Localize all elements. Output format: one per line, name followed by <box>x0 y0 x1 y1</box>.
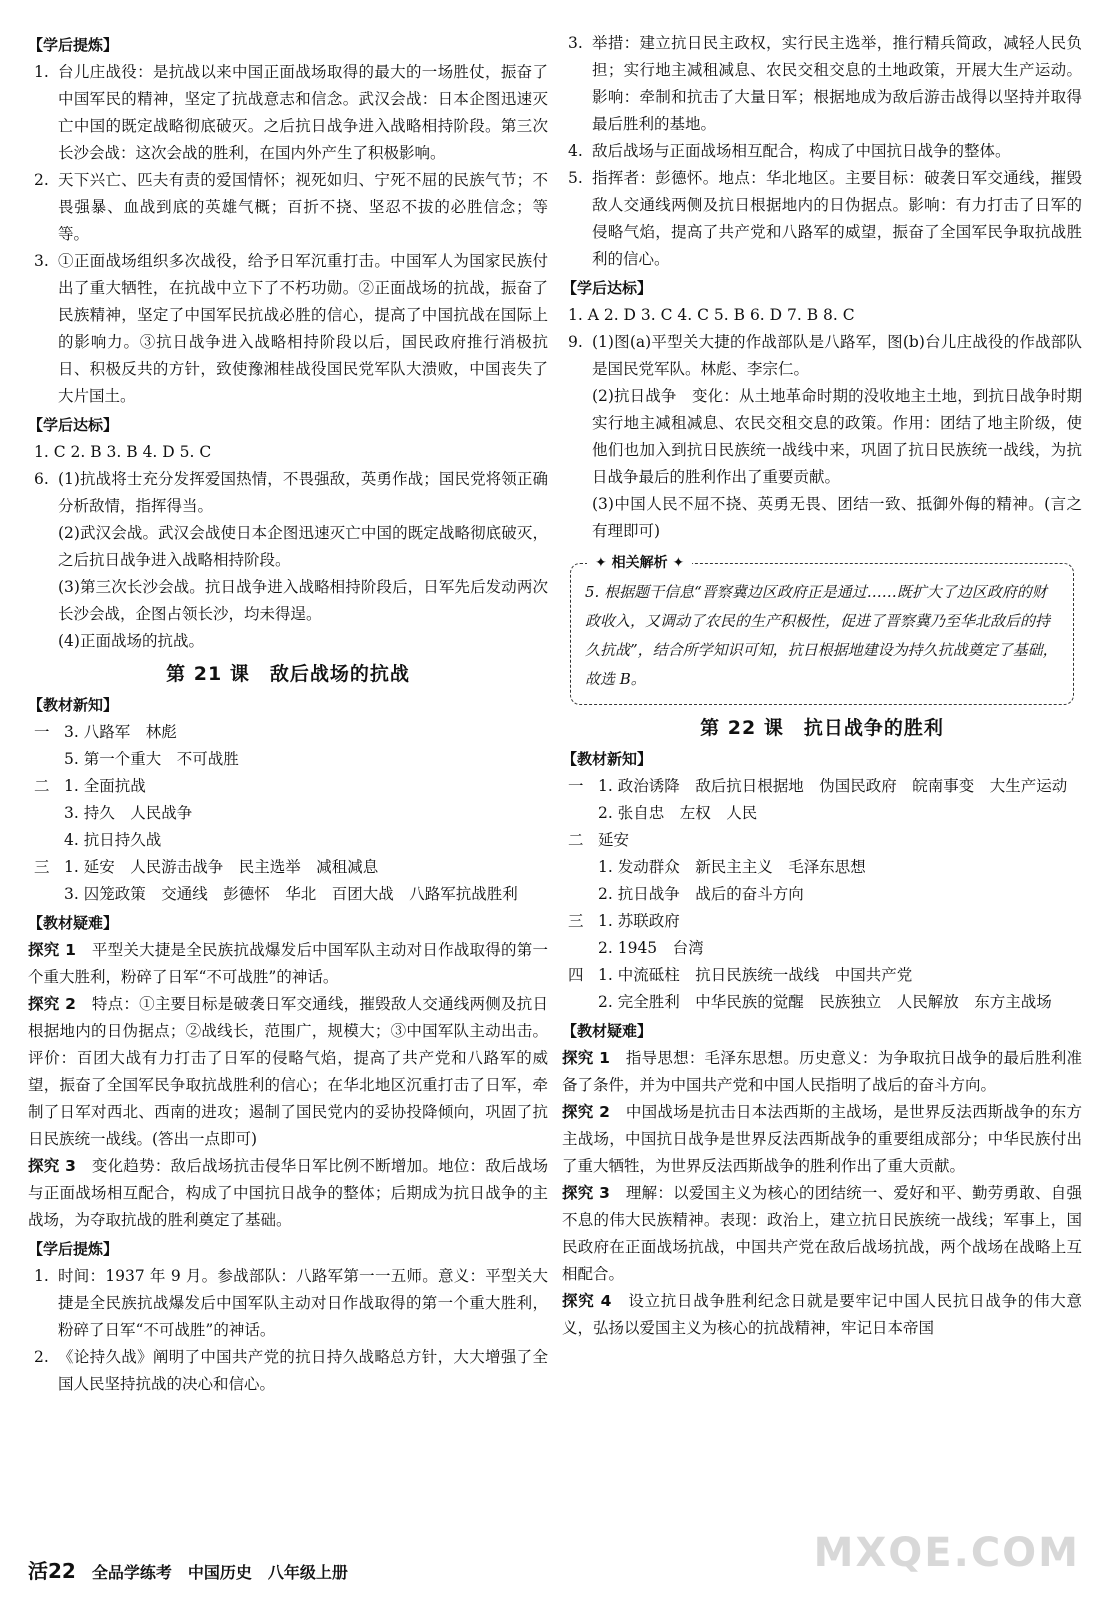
section-heading: 【学后达标】 <box>28 416 119 434</box>
item-number: 3. <box>568 34 583 52</box>
section-heading: 【学后提炼】 <box>28 1240 119 1258</box>
page-number: 活22 <box>28 1559 76 1583</box>
section-heading: 【学后达标】 <box>562 279 653 297</box>
list-item <box>562 908 1082 962</box>
lesson-title: 第 22 课 抗日战争的胜利 <box>700 717 944 739</box>
row-text: 3. 八路军 林彪 <box>64 723 177 741</box>
sub-answer: (4)正面战场的抗战。 <box>58 632 204 650</box>
part-rows <box>598 962 1082 1016</box>
inquiry-label: 探究 3 <box>562 1184 610 1202</box>
analysis-box <box>570 555 1074 705</box>
part-rows <box>598 773 1082 827</box>
inquiry-text: 中国战场是抗击日本法西斯的主战场，是世界反法西斯战争的东方主战场，中国抗日战争是世界反法西斯战争的重要组成部分；中华民族付出了重大牺牲，为世界反法西斯战争的胜利作出了重大贡献。 <box>562 1103 1082 1175</box>
list-item <box>28 719 548 773</box>
inquiry-answer <box>562 1288 1082 1342</box>
part-number: 一 <box>568 777 584 795</box>
row-text: 5. 第一个重大 不可战胜 <box>64 750 239 768</box>
part-rows <box>64 719 548 773</box>
inquiry-answer <box>562 1099 1082 1180</box>
list-item <box>562 773 1082 827</box>
inquiry-label: 探究 3 <box>28 1157 76 1175</box>
part-number: 三 <box>568 912 584 930</box>
item-text: ①正面战场组织多次战役，给予日军沉重打击。中国军人为国家民族付出了重大牺牲，在抗战中立下了不朽功勋。②正面战场的抗战，振奋了民族精神，坚定了中国军民抗战必胜的信心，提高了中国抗战在国际上的影响力。③抗日战争进入战略相持阶段以后，国民政府推行消极抗日、积极反共的方针，致使豫湘桂战役国民党军队大溃败，中国丧失了大片国土。 <box>58 252 548 405</box>
item-number: 5. <box>568 169 583 187</box>
inquiry-text: 平型关大捷是全民族抗战爆发后中国军队主动对日作战取得的第一个重大胜利，粉碎了日军“不可战胜”的神话。 <box>28 941 548 986</box>
sub-answer: (2)抗日战争 变化：从土地革命时期的没收地主土地，到抗日战争时期实行地主减租减息、农民交租交息的政策。作用：团结了地主阶级，使他们也加入到抗日民族统一战线中来，巩固了抗日民族统一战线，为抗日战争最后的胜利作出了重要贡献。 <box>592 387 1082 486</box>
inquiry-text: 理解：以爱国主义为核心的团结统一、爱好和平、勤劳勇敢、自强不息的伟大民族精神。表现：政治上，建立抗日民族统一战线；军事上，国民政府在正面战场抗战，中国共产党在敌后战场抗战，两个战场在战略上互相配合。 <box>562 1184 1082 1283</box>
footer-subject: 中国历史 <box>187 1563 252 1582</box>
row-text: 2. 1945 台湾 <box>598 939 704 957</box>
item-number: 4. <box>568 142 583 160</box>
part-number: 二 <box>568 831 584 849</box>
item-text: 《论持久战》阐明了中国共产党的抗日持久战略总方针，大大增强了全国人民坚持抗战的决心和信心。 <box>58 1348 548 1393</box>
inquiry-label: 探究 1 <box>562 1049 610 1067</box>
tl-list <box>28 59 548 410</box>
item-text <box>58 466 548 655</box>
item-number: 2. <box>34 171 49 189</box>
item-number: 6. <box>34 470 49 488</box>
inquiry-answer <box>28 991 548 1153</box>
inquiry-answer <box>28 937 548 991</box>
item-number: 1. <box>34 1267 49 1285</box>
choice-answers: 1. A 2. D 3. C 4. C 5. B 6. D 7. B 8. C <box>568 306 855 324</box>
item-number: 3. <box>34 252 49 270</box>
inquiry-answer <box>562 1045 1082 1099</box>
inquiry-label: 探究 4 <box>562 1292 612 1310</box>
row-text: 1. 延安 人民游击战争 民主选举 减租减息 <box>64 858 379 876</box>
item-number: 1. <box>34 63 49 81</box>
item-text <box>592 329 1082 545</box>
inquiry-answer <box>562 1180 1082 1288</box>
list-item <box>28 854 548 908</box>
sub-answer: (3)中国人民不屈不挠、英勇无畏、团结一致、抵御外侮的精神。(言之有理即可) <box>592 495 1082 540</box>
list-item <box>28 248 548 410</box>
sub-answer: (3)第三次长沙会战。抗日战争进入战略相持阶段后，日军先后发动两次长沙会战，企图占领长沙，均未得逞。 <box>58 578 548 623</box>
row-text: 3. 囚笼政策 交通线 彭德怀 华北 百团大战 八路军抗战胜利 <box>64 885 518 903</box>
footer-grade: 八年级上册 <box>267 1563 348 1582</box>
section-heading: 【教材新知】 <box>28 696 119 714</box>
section-heading: 【教材新知】 <box>562 750 653 768</box>
row-text: 1. 全面抗战 <box>64 777 146 795</box>
list-item <box>28 466 548 655</box>
section-heading: 【学后提炼】 <box>28 36 119 54</box>
list-item <box>28 167 548 248</box>
analysis-text: 5. 根据题干信息“晋察冀边区政府正是通过……既扩大了边区政府的财政收入，又调动了农民的生产积极性，促进了晋察冀乃至华北敌后的持久抗战”，结合所学知识可知，抗日根据地建设为持久抗战奠定了基础，故选 B。 <box>585 583 1058 688</box>
row-text: 3. 持久 人民战争 <box>64 804 193 822</box>
part-rows <box>64 773 548 854</box>
inquiry-label: 探究 1 <box>28 941 76 959</box>
list-item <box>562 827 1082 908</box>
row-text: 4. 抗日持久战 <box>64 831 162 849</box>
list-item <box>562 962 1082 1016</box>
choice-answers: 1. C 2. B 3. B 4. D 5. C <box>34 443 212 461</box>
list-item <box>562 329 1082 545</box>
list-item <box>562 165 1082 273</box>
part-rows <box>64 854 548 908</box>
list-item <box>28 773 548 854</box>
row-text: 1. 政治诱降 敌后抗日根据地 伪国民政府 皖南事变 大生产运动 <box>598 777 1068 795</box>
inquiry-label: 探究 2 <box>562 1103 610 1121</box>
item-text: 指挥者：彭德怀。地点：华北地区。主要目标：破袭日军交通线，摧毁敌人交通线两侧及抗日根据地内的日伪据点。影响：有力打击了日军的侵略气焰，提高了共产党和八路军的威望，振奋了全国军民争取抗战胜利的信心。 <box>592 169 1082 268</box>
list-item <box>28 1263 548 1344</box>
part-number: 四 <box>568 966 584 984</box>
part-number: 二 <box>34 777 50 795</box>
inquiry-answer <box>28 1153 548 1234</box>
item-text: 敌后战场与正面战场相互配合，构成了中国抗日战争的整体。 <box>592 142 1011 160</box>
inquiry-text: 变化趋势：敌后战场抗击侵华日军比例不断增加。地位：敌后战场与正面战场相互配合，构成了中国抗日战争的整体；后期成为抗日战争的主战场，为夺取抗战的胜利奠定了基础。 <box>28 1157 548 1229</box>
sub-answer: (1)抗战将士充分发挥爱国热情，不畏强敌，英勇作战；国民党将领正确分析敌情，指挥得当。 <box>58 470 548 515</box>
part-rows <box>598 827 1082 908</box>
inquiry-label: 探究 2 <box>28 995 76 1013</box>
item-text: 天下兴亡、匹夫有责的爱国情怀；视死如归、宁死不屈的民族气节；不畏强暴、血战到底的英雄气概；百折不挠、坚忍不拔的必胜信念；等等。 <box>58 171 548 243</box>
footer-brand: 全品学练考 <box>91 1563 172 1582</box>
page-footer <box>28 1555 348 1584</box>
right-column <box>562 30 1082 1342</box>
inquiry-text: 指导思想：毛泽东思想。历史意义：为争取抗日战争的最后胜利准备了条件，并为中国共产党和中国人民指明了战后的奋斗方向。 <box>562 1049 1082 1094</box>
item-number: 2. <box>34 1348 49 1366</box>
list-item <box>562 138 1082 165</box>
section-heading: 【教材疑难】 <box>562 1022 653 1040</box>
row-text: 延安 <box>598 831 630 849</box>
watermark-logo: MXQE.COM <box>813 1530 1080 1576</box>
row-text: 1. 发动群众 新民主主义 毛泽东思想 <box>598 858 866 876</box>
list-item <box>28 1344 548 1398</box>
part-rows <box>598 908 1082 962</box>
item-text: 台儿庄战役：是抗战以来中国正面战场取得的最大的一场胜仗，振奋了中国军民的精神，坚定了抗战意志和信念。武汉会战：日本企图迅速灭亡中国的既定战略彻底破灭。之后抗日战争进入战略相持阶段。第三次长沙会战：这次会战的胜利，在国内外产生了积极影响。 <box>58 63 548 162</box>
lesson-title: 第 21 课 敌后战场的抗战 <box>166 663 410 685</box>
part-number: 三 <box>34 858 50 876</box>
sub-answer: (1)图(a)平型关大捷的作战部队是八路军，图(b)台儿庄战役的作战部队是国民党军队。林彪、李宗仁。 <box>592 333 1082 378</box>
row-text: 2. 抗日战争 战后的奋斗方向 <box>598 885 804 903</box>
list-item <box>562 30 1082 138</box>
list-item <box>28 59 548 167</box>
row-text: 1. 中流砥柱 抗日民族统一战线 中国共产党 <box>598 966 913 984</box>
left-column <box>28 30 548 1398</box>
row-text: 2. 完全胜利 中华民族的觉醒 民族独立 人民解放 东方主战场 <box>598 993 1052 1011</box>
inquiry-text: 特点：①主要目标是破袭日军交通线，摧毁敌人交通线两侧及抗日根据地内的日伪据点；②战线长，范围广，规模大；③中国军队主动出击。评价：百团大战有力打击了日军的侵略气焰，提高了共产党和八路军的威望，振奋了全国军民争取抗战胜利的信心；在华北地区沉重打击了日军，牵制了日军对西北、西南的进攻；遏制了国民党内的妥协投降倾向，巩固了抗日民族统一战线。(答出一点即可) <box>28 995 548 1148</box>
analysis-title-text: 相关解析 <box>611 555 668 571</box>
row-text: 2. 张自忠 左权 人民 <box>598 804 758 822</box>
item-number: 9. <box>568 333 583 351</box>
item-text: 时间：1937 年 9 月。参战部队：八路军第一一五师。意义：平型关大捷是全民族抗战爆发后中国军队主动对日作战取得的第一个重大胜利，粉碎了日军“不可战胜”的神话。 <box>58 1267 548 1339</box>
analysis-title: ✦ 相关解析 ✦ <box>587 551 692 575</box>
part-number: 一 <box>34 723 50 741</box>
sub-answer: (2)武汉会战。武汉会战使日本企图迅速灭亡中国的既定战略彻底破灭，之后抗日战争进入战略相持阶段。 <box>58 524 548 569</box>
item-text: 举措：建立抗日民主政权，实行民主选举，推行精兵简政，减轻人民负担；实行地主减租减息、农民交租交息的土地政策，开展大生产运动。影响：牵制和抗击了大量日军；根据地成为敌后游击战得以坚持并取得最后胜利的基地。 <box>592 34 1082 133</box>
row-text: 1. 苏联政府 <box>598 912 680 930</box>
inquiry-text: 设立抗日战争胜利纪念日就是要牢记中国人民抗日战争的伟大意义，弘扬以爱国主义为核心的抗战精神，牢记日本帝国 <box>562 1292 1082 1337</box>
section-heading: 【教材疑难】 <box>28 914 119 932</box>
